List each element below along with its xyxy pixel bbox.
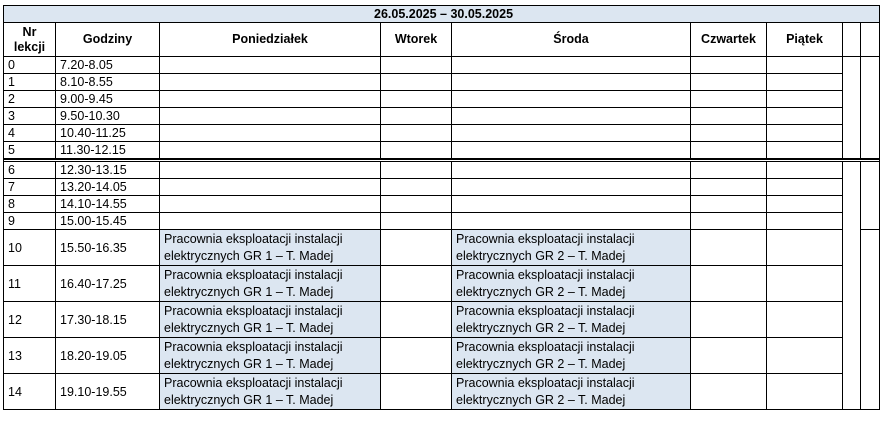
empty-cell-friday (767, 196, 843, 213)
table-row (4, 162, 880, 179)
side-column-2 (861, 230, 880, 410)
table-row (4, 230, 880, 266)
lesson-hours: 9.00-9.45 (56, 91, 160, 108)
empty-cell-thursday (691, 91, 767, 108)
table-row (4, 125, 880, 142)
table-row (4, 179, 880, 196)
lesson-cell-wednesday (452, 230, 691, 266)
lesson-number: 9 (4, 213, 56, 230)
empty-cell-friday (767, 179, 843, 196)
lesson-text-line: elektrycznych GR 2 – T. Madej (456, 392, 626, 407)
lesson-cell-wednesday (452, 302, 691, 338)
header-tuesday: Wtorek (381, 23, 452, 57)
empty-cell-monday (160, 108, 381, 125)
lesson-number: 4 (4, 125, 56, 142)
empty-cell-wednesday (452, 142, 691, 160)
header-monday: Poniedziałek (160, 23, 381, 57)
header-row (4, 23, 880, 57)
lesson-hours: 11.30-12.15 (56, 142, 160, 160)
empty-cell-friday (767, 302, 843, 338)
empty-cell-tuesday (381, 266, 452, 302)
lesson-number: 8 (4, 196, 56, 213)
header-friday: Piątek (767, 23, 843, 57)
empty-cell-friday (767, 266, 843, 302)
empty-cell-friday (767, 162, 843, 179)
empty-cell-thursday (691, 374, 767, 410)
lesson-hours: 10.40-11.25 (56, 125, 160, 142)
empty-cell-thursday (691, 108, 767, 125)
lesson-text-line: Pracownia eksploatacji instalacji (456, 231, 635, 246)
table-row (4, 108, 880, 125)
empty-cell-friday (767, 338, 843, 374)
lesson-hours: 13.20-14.05 (56, 179, 160, 196)
lesson-text-line: Pracownia eksploatacji instalacji (164, 231, 343, 246)
header-extra-col-1 (843, 23, 861, 57)
lesson-text-line: elektrycznych GR 2 – T. Madej (456, 356, 626, 371)
lesson-number: 7 (4, 179, 56, 196)
lesson-text-line: elektrycznych GR 2 – T. Madej (456, 248, 626, 263)
table-row (4, 142, 880, 160)
table-row (4, 91, 880, 108)
lesson-text-line: Pracownia eksploatacji instalacji (164, 375, 343, 390)
empty-cell-wednesday (452, 179, 691, 196)
lesson-text-line: elektrycznych GR 1 – T. Madej (164, 356, 334, 371)
lesson-number: 2 (4, 91, 56, 108)
empty-cell-thursday (691, 196, 767, 213)
empty-cell-friday (767, 57, 843, 74)
header-thursday: Czwartek (691, 23, 767, 57)
lesson-hours: 16.40-17.25 (56, 266, 160, 302)
lesson-text-line: Pracownia eksploatacji instalacji (456, 303, 635, 318)
lesson-number: 3 (4, 108, 56, 125)
empty-cell-thursday (691, 179, 767, 196)
empty-cell-monday (160, 91, 381, 108)
empty-cell-tuesday (381, 125, 452, 142)
table-row (4, 213, 880, 230)
side-column-1 (843, 162, 861, 410)
empty-cell-friday (767, 374, 843, 410)
lesson-hours: 19.10-19.55 (56, 374, 160, 410)
empty-cell-monday (160, 74, 381, 91)
table-row (4, 57, 880, 74)
lesson-number: 14 (4, 374, 56, 410)
empty-cell-friday (767, 142, 843, 160)
side-column-2 (861, 162, 880, 230)
lesson-number: 1 (4, 74, 56, 91)
empty-cell-monday (160, 196, 381, 213)
empty-cell-friday (767, 74, 843, 91)
lesson-cell-monday (160, 338, 381, 374)
lesson-text-line: Pracownia eksploatacji instalacji (164, 339, 343, 354)
lesson-text-line: elektrycznych GR 1 – T. Madej (164, 284, 334, 299)
empty-cell-tuesday (381, 230, 452, 266)
empty-cell-tuesday (381, 57, 452, 74)
empty-cell-tuesday (381, 91, 452, 108)
empty-cell-wednesday (452, 91, 691, 108)
empty-cell-thursday (691, 302, 767, 338)
lesson-hours: 12.30-13.15 (56, 162, 160, 179)
lesson-number: 11 (4, 266, 56, 302)
lesson-text-line: elektrycznych GR 1 – T. Madej (164, 392, 334, 407)
empty-cell-thursday (691, 266, 767, 302)
lesson-text-line: elektrycznych GR 1 – T. Madej (164, 320, 334, 335)
empty-cell-thursday (691, 74, 767, 91)
empty-cell-thursday (691, 230, 767, 266)
lesson-hours: 18.20-19.05 (56, 338, 160, 374)
empty-cell-monday (160, 142, 381, 160)
lesson-text-line: Pracownia eksploatacji instalacji (164, 267, 343, 282)
empty-cell-tuesday (381, 196, 452, 213)
empty-cell-thursday (691, 125, 767, 142)
empty-cell-tuesday (381, 213, 452, 230)
side-column-2 (861, 57, 880, 160)
lesson-cell-wednesday (452, 338, 691, 374)
lesson-number: 5 (4, 142, 56, 160)
header-lesson-number (4, 23, 56, 57)
lesson-cell-wednesday (452, 266, 691, 302)
header-extra-col-2 (861, 23, 880, 57)
lesson-cell-monday (160, 302, 381, 338)
empty-cell-friday (767, 125, 843, 142)
empty-cell-friday (767, 91, 843, 108)
lesson-hours: 7.20-8.05 (56, 57, 160, 74)
lesson-hours: 15.50-16.35 (56, 230, 160, 266)
empty-cell-thursday (691, 162, 767, 179)
empty-cell-tuesday (381, 74, 452, 91)
empty-cell-thursday (691, 142, 767, 160)
lesson-text-line: elektrycznych GR 2 – T. Madej (456, 320, 626, 335)
lesson-cell-monday (160, 374, 381, 410)
empty-cell-tuesday (381, 142, 452, 160)
empty-cell-wednesday (452, 57, 691, 74)
lesson-cell-monday (160, 230, 381, 266)
empty-cell-wednesday (452, 108, 691, 125)
empty-cell-thursday (691, 57, 767, 74)
lesson-hours: 14.10-14.55 (56, 196, 160, 213)
empty-cell-friday (767, 213, 843, 230)
lesson-hours: 15.00-15.45 (56, 213, 160, 230)
lesson-hours: 17.30-18.15 (56, 302, 160, 338)
lesson-number: 13 (4, 338, 56, 374)
lesson-text-line: elektrycznych GR 2 – T. Madej (456, 284, 626, 299)
header-lesson-number-line1: Nr (22, 24, 37, 39)
lesson-hours: 9.50-10.30 (56, 108, 160, 125)
empty-cell-wednesday (452, 125, 691, 142)
lesson-number: 12 (4, 302, 56, 338)
schedule-table (3, 5, 880, 410)
lesson-text-line: Pracownia eksploatacji instalacji (456, 339, 635, 354)
empty-cell-monday (160, 57, 381, 74)
header-lesson-number-line2: lekcji (13, 39, 46, 54)
empty-cell-wednesday (452, 74, 691, 91)
empty-cell-wednesday (452, 162, 691, 179)
lesson-cell-wednesday (452, 374, 691, 410)
lesson-number: 6 (4, 162, 56, 179)
side-column-1 (843, 57, 861, 160)
empty-cell-tuesday (381, 162, 452, 179)
table-row (4, 338, 880, 374)
lesson-text-line: Pracownia eksploatacji instalacji (456, 267, 635, 282)
header-hours: Godziny (56, 23, 160, 57)
empty-cell-friday (767, 108, 843, 125)
empty-cell-tuesday (381, 302, 452, 338)
empty-cell-tuesday (381, 374, 452, 410)
lesson-text-line: Pracownia eksploatacji instalacji (456, 375, 635, 390)
table-row (4, 374, 880, 410)
empty-cell-wednesday (452, 196, 691, 213)
empty-cell-monday (160, 179, 381, 196)
lesson-cell-monday (160, 266, 381, 302)
empty-cell-monday (160, 125, 381, 142)
empty-cell-wednesday (452, 213, 691, 230)
title-row (4, 6, 880, 23)
header-wednesday: Środa (452, 23, 691, 57)
empty-cell-thursday (691, 213, 767, 230)
lesson-text-line: elektrycznych GR 1 – T. Madej (164, 248, 334, 263)
empty-cell-tuesday (381, 179, 452, 196)
table-row (4, 196, 880, 213)
lesson-text-line: Pracownia eksploatacji instalacji (164, 303, 343, 318)
date-range-title: 26.05.2025 – 30.05.2025 (4, 6, 880, 23)
empty-cell-monday (160, 162, 381, 179)
empty-cell-tuesday (381, 338, 452, 374)
lesson-number: 10 (4, 230, 56, 266)
table-row (4, 266, 880, 302)
empty-cell-tuesday (381, 108, 452, 125)
table-row (4, 74, 880, 91)
empty-cell-friday (767, 230, 843, 266)
table-row (4, 302, 880, 338)
empty-cell-monday (160, 213, 381, 230)
empty-cell-thursday (691, 338, 767, 374)
lesson-number: 0 (4, 57, 56, 74)
lesson-hours: 8.10-8.55 (56, 74, 160, 91)
